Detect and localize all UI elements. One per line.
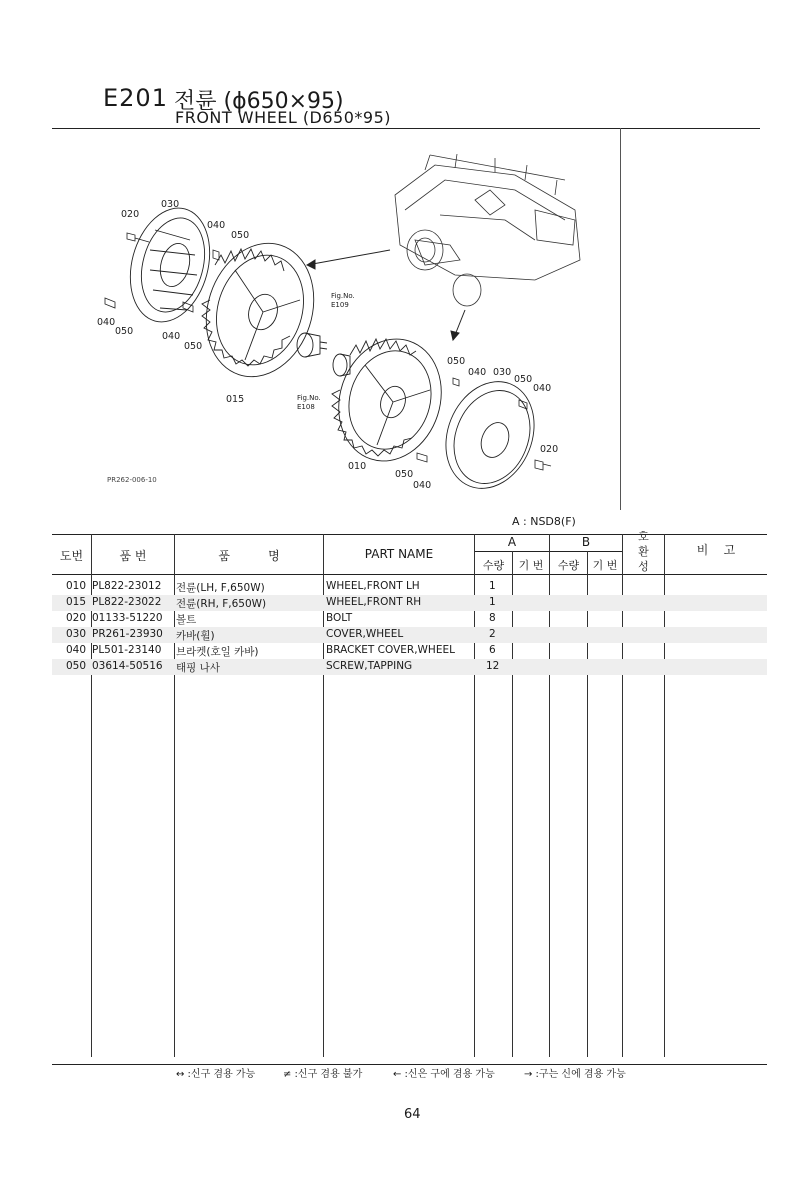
hub-assembly: [297, 333, 350, 376]
callout-050: 050: [447, 356, 466, 367]
row-name-kr: 전륜(RH, F,650W): [176, 598, 267, 610]
header-part-name: PART NAME: [364, 547, 434, 561]
row-name-kr: 볼트: [176, 614, 197, 626]
header-qty-a: 수량: [482, 559, 505, 572]
parts-table: [52, 527, 767, 1057]
variant-note: A : NSD8(F): [512, 515, 576, 528]
row-part-no: 01133-51220: [92, 612, 163, 624]
header-code-b: 기 번: [592, 559, 618, 572]
hardware-bolts: [105, 233, 551, 470]
callout-050: 050: [115, 326, 134, 337]
row-part-name: SCREW,TAPPING: [326, 660, 413, 672]
header-compat: 호 환 성: [638, 530, 649, 573]
callout-050: 050: [395, 469, 414, 480]
row-part-no: PR261-23930: [92, 628, 163, 640]
callout-015: 015: [226, 394, 245, 405]
fig-ref-e109-label: Fig.No.: [331, 292, 355, 300]
callout-040: 040: [97, 317, 116, 328]
page-title-english: FRONT WHEEL (D650*95): [175, 108, 392, 127]
header-group-a: A: [507, 535, 517, 549]
figure-code: PR262-006-10: [107, 476, 157, 484]
page-number: 64: [404, 1107, 421, 1122]
row-part-name: BRACKET COVER,WHEEL: [326, 644, 455, 656]
row-part-no: PL822-23022: [92, 596, 162, 608]
callout-020: 020: [540, 444, 559, 455]
fig-ref-e108-label: Fig.No.: [297, 394, 321, 402]
callout-050: 050: [184, 341, 203, 352]
page-title-korean: 전륜 (ϕ650×95): [174, 89, 344, 114]
fig-ref-e109-number: E109: [331, 301, 349, 309]
table-row: [52, 643, 767, 659]
diagram-right-border: [620, 128, 621, 510]
header-bottom-rule: [52, 574, 767, 575]
row-part-name: BOLT: [326, 612, 353, 624]
wheel-right: [323, 326, 456, 475]
table-row: [52, 659, 767, 675]
fig-ref-e108-number: E108: [297, 403, 315, 411]
legend-item: ≠ :신구 겸용 불가: [283, 1069, 363, 1080]
callout-040: 040: [413, 480, 432, 491]
row-part-name: COVER,WHEEL: [326, 628, 404, 640]
header-name-kr: 품 명: [218, 549, 280, 563]
header-remarks: 비 고: [696, 543, 736, 557]
row-qty: 1: [489, 596, 496, 608]
callout-020: 020: [121, 209, 140, 220]
exploded-diagram: [95, 150, 590, 495]
table-row: [52, 611, 767, 627]
row-part-no: PL501-23140: [92, 644, 162, 656]
callout-050: 050: [514, 374, 533, 385]
table-row: [52, 627, 767, 643]
page-code: E201: [103, 84, 168, 112]
row-part-name: WHEEL,FRONT RH: [326, 596, 422, 608]
callout-030: 030: [493, 367, 512, 378]
table-row: [52, 595, 767, 611]
row-qty: 12: [486, 660, 500, 672]
row-qty: 1: [489, 580, 496, 592]
row-qty: 2: [489, 628, 496, 640]
row-qty: 8: [489, 612, 496, 624]
header-group-b: B: [581, 535, 591, 549]
header-part-no: 품 번: [119, 549, 147, 563]
header-code-a: 기 번: [518, 559, 544, 572]
callout-040: 040: [533, 383, 552, 394]
title-rule: [52, 128, 760, 129]
row-name-kr: 브라켓(호일 카바): [176, 646, 259, 658]
row-no: 010: [66, 580, 87, 592]
row-part-no: PL822-23012: [92, 580, 162, 592]
row-name-kr: 전륜(LH, F,650W): [176, 582, 265, 594]
row-part-name: WHEEL,FRONT LH: [326, 580, 420, 592]
table-row: [52, 579, 767, 595]
row-no: 030: [66, 628, 87, 640]
row-no: 015: [66, 596, 87, 608]
tractor-illustration: [395, 154, 580, 306]
legend-item: ← :신은 구에 겸용 가능: [393, 1069, 495, 1080]
row-qty: 6: [489, 644, 496, 656]
row-part-no: 03614-50516: [92, 660, 163, 672]
callout-040: 040: [207, 220, 226, 231]
callout-030: 030: [161, 199, 180, 210]
group-header-rule: [474, 551, 622, 552]
row-name-kr: 카바(휠): [176, 630, 215, 642]
row-name-kr: 태핑 나사: [176, 662, 220, 674]
row-no: 020: [66, 612, 87, 624]
callout-010: 010: [348, 461, 367, 472]
header-qty-b: 수량: [557, 559, 580, 572]
row-no: 050: [66, 660, 87, 672]
legend-item: → :구는 신에 겸용 가능: [524, 1069, 626, 1080]
legend-item: ↔ :신구 겸용 가능: [176, 1069, 256, 1080]
wheel-left: [190, 229, 331, 390]
callout-040: 040: [468, 367, 487, 378]
row-no: 040: [66, 644, 87, 656]
callout-050: 050: [231, 230, 250, 241]
header-no: 도번: [59, 549, 84, 563]
callout-040: 040: [162, 331, 181, 342]
